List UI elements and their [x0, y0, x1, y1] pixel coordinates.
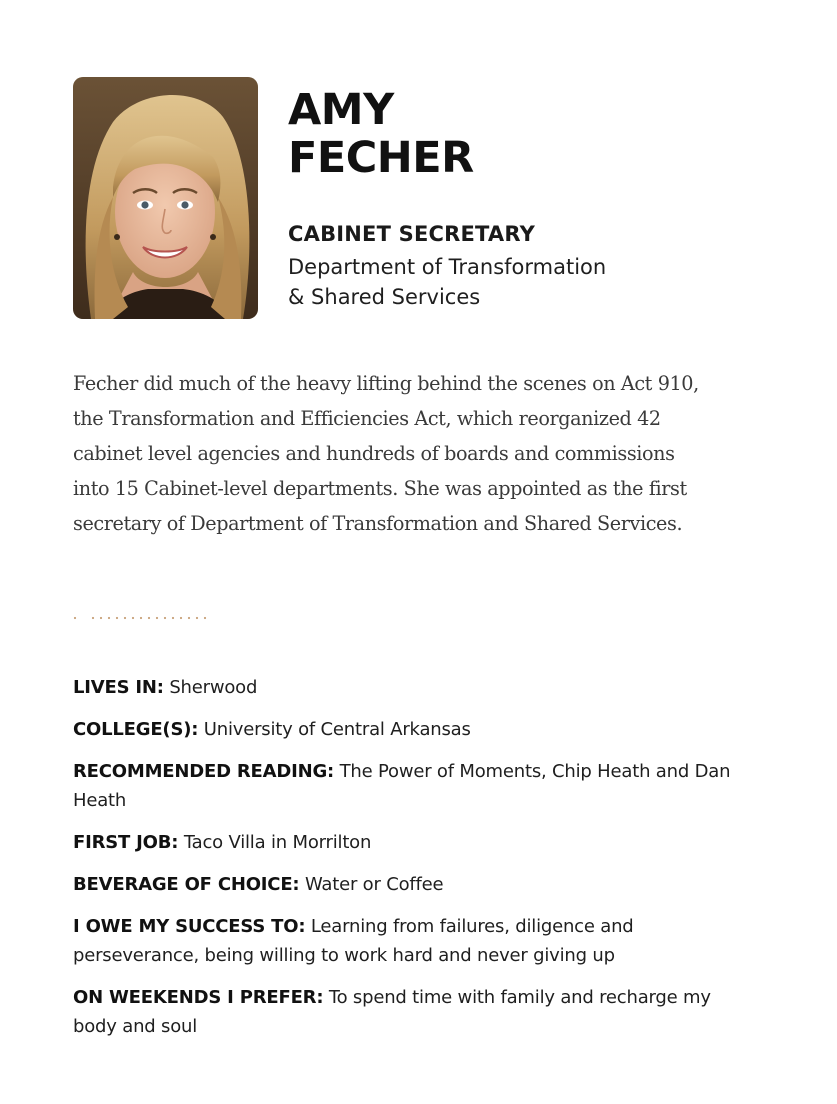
fact-item: [73, 673, 753, 702]
divider-dot: [108, 617, 110, 619]
department-line-1: Department of Transformation: [288, 255, 607, 279]
first-name: AMY: [288, 85, 394, 135]
divider-dot: [124, 617, 126, 619]
divider-dot: [116, 617, 118, 619]
fact-value: Sherwood: [169, 677, 258, 698]
fact-item: [73, 983, 753, 1041]
divider-dot: [156, 617, 158, 619]
fact-label: RECOMMENDED READING:: [73, 761, 335, 782]
fact-value: Taco Villa in Morrilton: [183, 832, 372, 853]
divider-dot: [204, 617, 206, 619]
job-title: CABINET SECRETARY: [288, 222, 536, 246]
divider-dot: [164, 617, 166, 619]
fact-value: To spend time with family and recharge my body and soul: [73, 987, 711, 1037]
fact-label: ON WEEKENDS I PREFER:: [73, 987, 324, 1008]
biography-paragraph: Fecher did much of the heavy lifting behind the scenes on Act 910, the Transformation and Efficiencies Act, which reorganized 42 cabinet level agencies and hundreds of boards and commissions into 15 Cabinet-level departments. She was appointed as the first secretary of Department of Transformation and Shared Services.: [73, 372, 699, 535]
fact-label: FIRST JOB:: [73, 832, 179, 853]
divider-dot: [140, 617, 142, 619]
facts-list: [73, 673, 753, 1054]
department-line-2: & Shared Services: [288, 285, 481, 309]
divider-dot: [188, 617, 190, 619]
fact-label: BEVERAGE OF CHOICE:: [73, 874, 300, 895]
fact-label: I OWE MY SUCCESS TO:: [73, 916, 306, 937]
fact-value: University of Central Arkansas: [203, 719, 471, 740]
person-name: [288, 86, 474, 182]
divider-dot: [180, 617, 182, 619]
divider-dot: [132, 617, 134, 619]
fact-value: Learning from failures, diligence and perseverance, being willing to work hard and never giving up: [73, 916, 634, 966]
divider-dot: [172, 617, 174, 619]
divider-dot: [92, 617, 94, 619]
fact-item: [73, 912, 753, 970]
fact-item: [73, 828, 753, 857]
last-name: FECHER: [288, 133, 474, 183]
divider-dot: [196, 617, 198, 619]
fact-item: [73, 757, 753, 815]
department-name: [288, 252, 628, 312]
fact-value: The Power of Moments, Chip Heath and Dan Heath: [73, 761, 731, 811]
dotted-divider: [73, 612, 213, 622]
divider-dot: [74, 617, 76, 619]
fact-label: LIVES IN:: [73, 677, 164, 698]
divider-dot: [100, 617, 102, 619]
fact-item: [73, 715, 753, 744]
fact-value: Water or Coffee: [304, 874, 444, 895]
fact-label: COLLEGE(S):: [73, 719, 199, 740]
fact-item: [73, 870, 753, 899]
portrait-photo: [73, 77, 258, 319]
divider-dot: [148, 617, 150, 619]
